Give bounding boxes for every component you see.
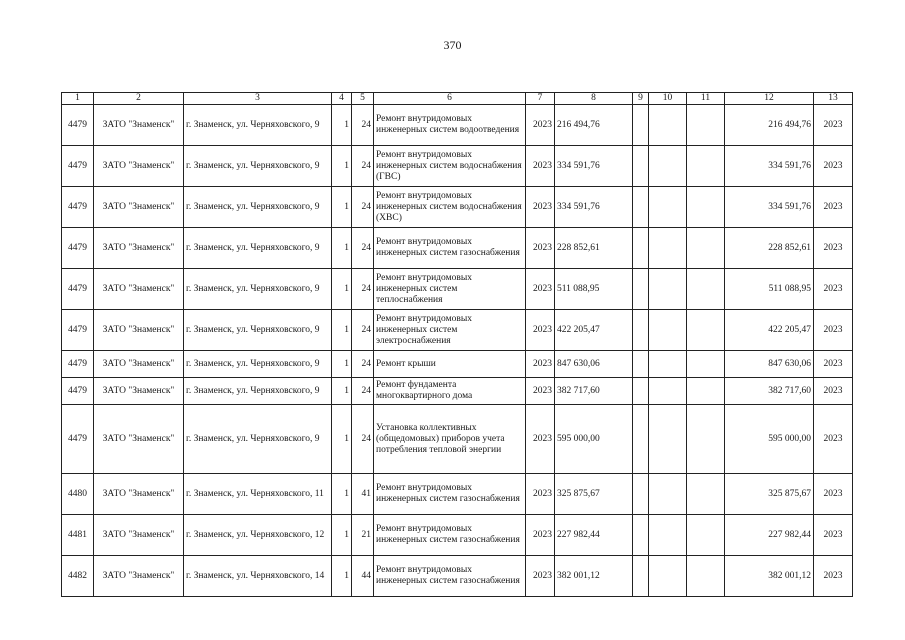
cell-address: г. Знаменск, ул. Черняховского, 14	[184, 556, 332, 597]
cell-col5: 24	[352, 405, 374, 474]
cell-col5: 24	[352, 269, 374, 310]
cell-work-type: Ремонт внутридомовых инженерных систем газоснабжения	[374, 556, 526, 597]
cell-year-end: 2023	[814, 515, 853, 556]
cell-col10	[649, 378, 687, 405]
table-row	[62, 187, 853, 228]
cell-year: 2023	[526, 228, 555, 269]
cell-col10	[649, 105, 687, 146]
table-row	[62, 515, 853, 556]
cell-work-type: Ремонт внутридомовых инженерных систем электроснабжения	[374, 310, 526, 351]
cell-col11	[687, 146, 725, 187]
table-row	[62, 556, 853, 597]
cell-col9	[633, 405, 649, 474]
cell-total: 382 001,12	[725, 556, 814, 597]
cell-cost: 595 000,00	[555, 405, 633, 474]
cell-col11	[687, 269, 725, 310]
cell-municipality: ЗАТО "Знаменск"	[94, 105, 184, 146]
cell-cost: 847 630,06	[555, 351, 633, 378]
cell-record-id: 4479	[62, 228, 94, 269]
cell-col5: 24	[352, 187, 374, 228]
cell-cost: 325 875,67	[555, 474, 633, 515]
cell-col11	[687, 187, 725, 228]
cell-work-type: Ремонт внутридомовых инженерных систем теплоснабжения	[374, 269, 526, 310]
cell-col9	[633, 105, 649, 146]
cell-work-type: Ремонт внутридомовых инженерных систем газоснабжения	[374, 228, 526, 269]
cell-address: г. Знаменск, ул. Черняховского, 11	[184, 474, 332, 515]
cell-work-type: Ремонт внутридомовых инженерных систем водоснабжения (ХВС)	[374, 187, 526, 228]
cell-col10	[649, 405, 687, 474]
cell-col4: 1	[332, 269, 352, 310]
cell-col4: 1	[332, 228, 352, 269]
cell-address: г. Знаменск, ул. Черняховского, 9	[184, 228, 332, 269]
cell-col10	[649, 310, 687, 351]
cell-year: 2023	[526, 556, 555, 597]
cell-col4: 1	[332, 378, 352, 405]
cell-municipality: ЗАТО "Знаменск"	[94, 146, 184, 187]
cell-record-id: 4479	[62, 146, 94, 187]
cell-municipality: ЗАТО "Знаменск"	[94, 405, 184, 474]
cell-record-id: 4479	[62, 310, 94, 351]
cell-municipality: ЗАТО "Знаменск"	[94, 269, 184, 310]
cell-total: 216 494,76	[725, 105, 814, 146]
column-header: 2	[94, 93, 184, 105]
cell-cost: 422 205,47	[555, 310, 633, 351]
column-header: 1	[62, 93, 94, 105]
cell-total: 511 088,95	[725, 269, 814, 310]
cell-total: 334 591,76	[725, 146, 814, 187]
cell-col10	[649, 228, 687, 269]
cell-col10	[649, 515, 687, 556]
table-row	[62, 405, 853, 474]
cell-col4: 1	[332, 556, 352, 597]
cell-address: г. Знаменск, ул. Черняховского, 9	[184, 146, 332, 187]
cell-record-id: 4479	[62, 351, 94, 378]
cell-col11	[687, 310, 725, 351]
page-number: 370	[443, 38, 462, 52]
cell-col11	[687, 351, 725, 378]
cell-col10	[649, 474, 687, 515]
column-header: 11	[687, 93, 725, 105]
cell-work-type: Ремонт крыши	[374, 351, 526, 378]
cell-year-end: 2023	[814, 474, 853, 515]
cell-total: 228 852,61	[725, 228, 814, 269]
table-row	[62, 378, 853, 405]
cell-year: 2023	[526, 405, 555, 474]
cell-col4: 1	[332, 187, 352, 228]
cell-record-id: 4481	[62, 515, 94, 556]
cell-col5: 44	[352, 556, 374, 597]
cell-total: 334 591,76	[725, 187, 814, 228]
cell-cost: 216 494,76	[555, 105, 633, 146]
table-row	[62, 105, 853, 146]
cell-record-id: 4482	[62, 556, 94, 597]
cell-year: 2023	[526, 378, 555, 405]
cell-col10	[649, 556, 687, 597]
cell-col4: 1	[332, 146, 352, 187]
cell-col4: 1	[332, 474, 352, 515]
cell-municipality: ЗАТО "Знаменск"	[94, 556, 184, 597]
column-header: 4	[332, 93, 352, 105]
cell-col9	[633, 515, 649, 556]
cell-year: 2023	[526, 105, 555, 146]
cell-col4: 1	[332, 310, 352, 351]
column-header: 12	[725, 93, 814, 105]
cell-municipality: ЗАТО "Знаменск"	[94, 474, 184, 515]
cell-total: 325 875,67	[725, 474, 814, 515]
cell-year-end: 2023	[814, 556, 853, 597]
cell-total: 227 982,44	[725, 515, 814, 556]
table-body	[62, 105, 853, 597]
table-row	[62, 310, 853, 351]
capital-repair-table	[61, 92, 853, 597]
cell-work-type: Ремонт фундамента многоквартирного дома	[374, 378, 526, 405]
cell-col9	[633, 378, 649, 405]
cell-cost: 334 591,76	[555, 187, 633, 228]
cell-col10	[649, 351, 687, 378]
cell-col10	[649, 146, 687, 187]
cell-col11	[687, 105, 725, 146]
cell-municipality: ЗАТО "Знаменск"	[94, 378, 184, 405]
cell-year: 2023	[526, 187, 555, 228]
cell-address: г. Знаменск, ул. Черняховского, 9	[184, 405, 332, 474]
cell-cost: 382 001,12	[555, 556, 633, 597]
cell-municipality: ЗАТО "Знаменск"	[94, 228, 184, 269]
cell-col11	[687, 405, 725, 474]
cell-total: 382 717,60	[725, 378, 814, 405]
cell-address: г. Знаменск, ул. Черняховского, 12	[184, 515, 332, 556]
cell-year: 2023	[526, 269, 555, 310]
cell-cost: 228 852,61	[555, 228, 633, 269]
cell-col11	[687, 378, 725, 405]
cell-col5: 24	[352, 105, 374, 146]
cell-col9	[633, 146, 649, 187]
column-header: 10	[649, 93, 687, 105]
cell-year-end: 2023	[814, 228, 853, 269]
cell-year-end: 2023	[814, 378, 853, 405]
cell-work-type: Установка коллективных (общедомовых) приборов учета потребления тепловой энергии	[374, 405, 526, 474]
table-row	[62, 269, 853, 310]
column-header: 8	[555, 93, 633, 105]
cell-col9	[633, 187, 649, 228]
cell-col4: 1	[332, 105, 352, 146]
cell-address: г. Знаменск, ул. Черняховского, 9	[184, 269, 332, 310]
cell-col5: 24	[352, 378, 374, 405]
cell-work-type: Ремонт внутридомовых инженерных систем газоснабжения	[374, 474, 526, 515]
cell-col5: 24	[352, 146, 374, 187]
cell-col9	[633, 556, 649, 597]
cell-col4: 1	[332, 515, 352, 556]
cell-record-id: 4479	[62, 378, 94, 405]
cell-cost: 382 717,60	[555, 378, 633, 405]
cell-record-id: 4480	[62, 474, 94, 515]
cell-year: 2023	[526, 310, 555, 351]
cell-col9	[633, 310, 649, 351]
cell-year-end: 2023	[814, 146, 853, 187]
cell-work-type: Ремонт внутридомовых инженерных систем водоотведения	[374, 105, 526, 146]
cell-record-id: 4479	[62, 269, 94, 310]
cell-col11	[687, 556, 725, 597]
cell-col5: 41	[352, 474, 374, 515]
cell-address: г. Знаменск, ул. Черняховского, 9	[184, 310, 332, 351]
cell-col5: 24	[352, 228, 374, 269]
cell-work-type: Ремонт внутридомовых инженерных систем газоснабжения	[374, 515, 526, 556]
cell-record-id: 4479	[62, 187, 94, 228]
cell-col9	[633, 228, 649, 269]
cell-year-end: 2023	[814, 105, 853, 146]
table-row	[62, 146, 853, 187]
cell-total: 847 630,06	[725, 351, 814, 378]
column-number-row	[62, 93, 853, 105]
cell-municipality: ЗАТО "Знаменск"	[94, 351, 184, 378]
column-header: 7	[526, 93, 555, 105]
cell-year-end: 2023	[814, 310, 853, 351]
cell-address: г. Знаменск, ул. Черняховского, 9	[184, 105, 332, 146]
cell-year: 2023	[526, 515, 555, 556]
cell-address: г. Знаменск, ул. Черняховского, 9	[184, 351, 332, 378]
cell-total: 422 205,47	[725, 310, 814, 351]
cell-col10	[649, 187, 687, 228]
cell-municipality: ЗАТО "Знаменск"	[94, 187, 184, 228]
cell-year-end: 2023	[814, 187, 853, 228]
cell-col5: 21	[352, 515, 374, 556]
cell-municipality: ЗАТО "Знаменск"	[94, 515, 184, 556]
cell-col9	[633, 474, 649, 515]
column-header: 5	[352, 93, 374, 105]
cell-col9	[633, 269, 649, 310]
cell-cost: 511 088,95	[555, 269, 633, 310]
cell-col10	[649, 269, 687, 310]
table-row	[62, 474, 853, 515]
cell-col5: 24	[352, 310, 374, 351]
cell-cost: 227 982,44	[555, 515, 633, 556]
cell-col5: 24	[352, 351, 374, 378]
cell-work-type: Ремонт внутридомовых инженерных систем водоснабжения (ГВС)	[374, 146, 526, 187]
column-header: 9	[633, 93, 649, 105]
cell-municipality: ЗАТО "Знаменск"	[94, 310, 184, 351]
cell-record-id: 4479	[62, 405, 94, 474]
cell-address: г. Знаменск, ул. Черняховского, 9	[184, 187, 332, 228]
cell-col11	[687, 474, 725, 515]
cell-col11	[687, 228, 725, 269]
table-row	[62, 351, 853, 378]
column-header: 3	[184, 93, 332, 105]
table-row	[62, 228, 853, 269]
cell-year: 2023	[526, 474, 555, 515]
cell-col4: 1	[332, 351, 352, 378]
cell-address: г. Знаменск, ул. Черняховского, 9	[184, 378, 332, 405]
cell-col9	[633, 351, 649, 378]
cell-total: 595 000,00	[725, 405, 814, 474]
cell-year: 2023	[526, 351, 555, 378]
cell-record-id: 4479	[62, 105, 94, 146]
cell-year-end: 2023	[814, 351, 853, 378]
cell-col11	[687, 515, 725, 556]
cell-col4: 1	[332, 405, 352, 474]
column-header: 6	[374, 93, 526, 105]
cell-year-end: 2023	[814, 405, 853, 474]
cell-year: 2023	[526, 146, 555, 187]
column-header: 13	[814, 93, 853, 105]
cell-cost: 334 591,76	[555, 146, 633, 187]
cell-year-end: 2023	[814, 269, 853, 310]
